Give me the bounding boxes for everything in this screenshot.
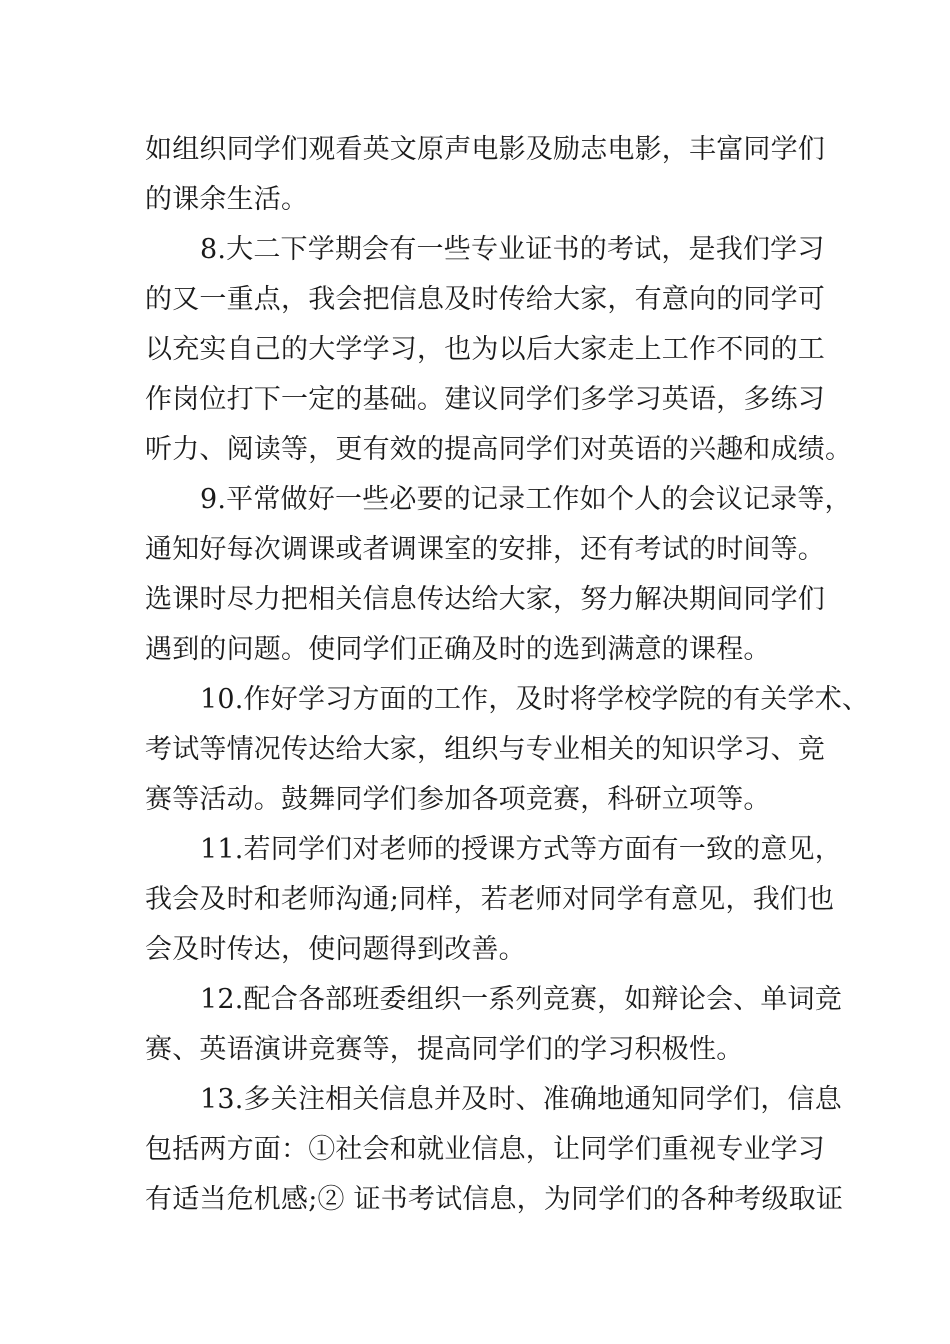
text-line: 考试等情况传达给大家，组织与专业相关的知识学习、竞 <box>145 734 825 765</box>
text-line: 包括两方面：①社会和就业信息，让同学们重视专业学习 <box>145 1134 825 1165</box>
text-line: 13.多关注相关信息并及时、准确地通知同学们，信息 <box>200 1084 842 1115</box>
text-line: 通知好每次调课或者调课室的安排，还有考试的时间等。 <box>145 534 825 565</box>
text-line: 的课余生活。 <box>145 184 309 215</box>
text-line: 有适当危机感;② 证书考试信息，为同学们的各种考级取证 <box>145 1184 844 1215</box>
text-line: 赛等活动。鼓舞同学们参加各项竞赛，科研立项等。 <box>145 784 771 815</box>
text-line: 10.作好学习方面的工作，及时将学校学院的有关学术、 <box>200 684 870 715</box>
text-line: 11.若同学们对老师的授课方式等方面有一致的意见， <box>200 834 842 865</box>
text-line: 9.平常做好一些必要的记录工作如个人的会议记录等， <box>200 484 852 515</box>
text-line: 8.大二下学期会有一些专业证书的考试，是我们学习 <box>200 234 825 265</box>
text-line: 我会及时和老师沟通;同样，若老师对同学有意见，我们也 <box>145 884 835 915</box>
text-line: 以充实自己的大学学习，也为以后大家走上工作不同的工 <box>145 334 825 365</box>
text-line: 听力、阅读等，更有效的提高同学们对英语的兴趣和成绩。 <box>145 434 853 465</box>
text-line: 作岗位打下一定的基础。建议同学们多学习英语，多练习 <box>145 384 825 415</box>
text-line: 会及时传达，使问题得到改善。 <box>145 934 526 965</box>
text-line: 遇到的问题。使同学们正确及时的选到满意的课程。 <box>145 634 771 665</box>
text-line: 12.配合各部班委组织一系列竞赛，如辩论会、单词竞 <box>200 984 842 1015</box>
text-line: 的又一重点，我会把信息及时传给大家，有意向的同学可 <box>145 284 825 315</box>
text-line: 选课时尽力把相关信息传达给大家，努力解决期间同学们 <box>145 584 825 615</box>
text-line: 赛、英语演讲竞赛等，提高同学们的学习积极性。 <box>145 1034 744 1065</box>
text-line: 如组织同学们观看英文原声电影及励志电影，丰富同学们 <box>145 134 825 165</box>
